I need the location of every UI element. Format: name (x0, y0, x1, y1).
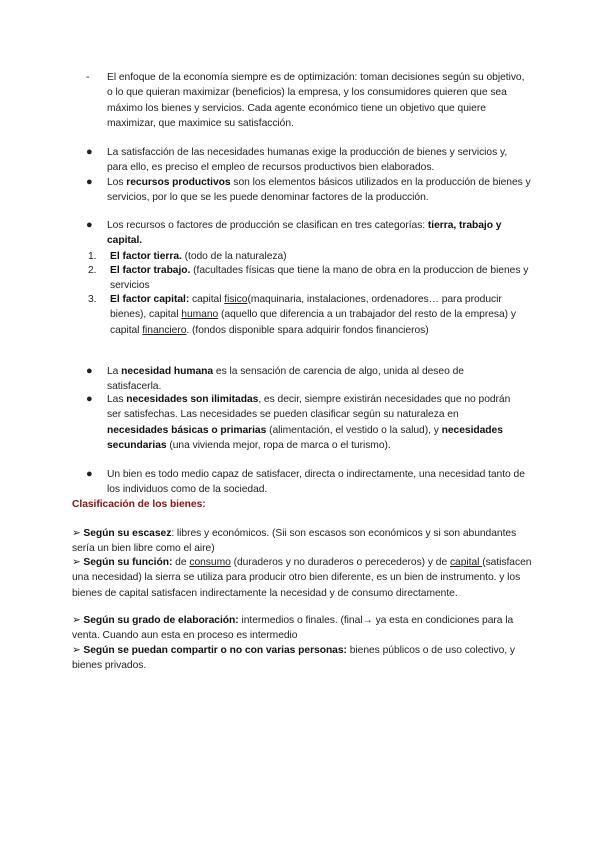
bold-term: Según se puedan compartir o no con varias personas: (83, 645, 347, 656)
bullet-item-satisfaccion (86, 145, 528, 176)
underlined-term: fisico (224, 294, 248, 305)
factor-text: El factor capital: capital fisico(maquinaria, instalaciones, ordenadores… para producir bienes), capital humano (aquello que diferencia a un trabajador del resto de la empresa) y capital financiero. (fondos disponible spara adquirir fondos financieros) (110, 294, 516, 336)
bold-term: necesidad humana (121, 366, 214, 377)
underlined-term: capital (449, 557, 483, 568)
bold-term: necesidades básicas o primarias (107, 424, 267, 436)
bold-term: Según su función: (83, 557, 173, 568)
number-marker: 2. (88, 265, 97, 276)
underlined-term: financiero (142, 324, 187, 336)
intro-item (86, 70, 526, 131)
bold-term: recursos productivos (126, 177, 231, 188)
arrow-icon: ➢ (72, 557, 81, 568)
factor-text: El factor tierra. (todo de la naturaleza) (110, 251, 287, 262)
bullet-text: Los recursos o factores de producción se clasifican en tres categorías: tierra, trabajo y capital. (107, 220, 502, 247)
bullet-text: Las necesidades son ilimitadas, es decir, siempre existirán necesidades que no podrán ser satisfechas. Las necesidades se pueden clasificar según su naturaleza en necesidades básicas o primarias (alimentación, el vestido o la salud), y necesidades secundarias (una vivienda mejor, ropa de marca o el turismo). (107, 394, 511, 451)
class-item-elaboracion: ➢ Según su grado de elaboración: intermedios o finales. (final→ ya esta en condiciones para la venta. Cuando aun esta en proceso es intermedio (72, 615, 514, 642)
dash-marker: - (86, 72, 90, 83)
underlined-term: consumo (189, 557, 231, 568)
bullet-text: Un bien es todo medio capaz de satisfacer, directa o indirectamente, una necesidad tanto de los individuos como de la sociedad. (107, 469, 525, 496)
bullet-item-categorias (86, 218, 504, 249)
arrow-icon: ➢ (72, 528, 81, 539)
factor-text: El factor trabajo. (facultades físicas que tiene la mano de obra en la produccion de bienes y servicios (110, 265, 529, 292)
intro-text: El enfoque de la economía siempre es de optimización: toman decisiones según su objetivo, o lo que quieran maximizar (beneficios) la empresa, y los consumidores quieren que sea máximo los bienes y servicios. Cada agente económico tiene un objetivo que quiere maximizar, que maximice su satisfacción. (107, 72, 525, 129)
bold-term: El factor capital: (110, 294, 190, 305)
section-heading: Clasificación de los bienes: (72, 499, 206, 510)
bullet-item-recursos (86, 175, 532, 206)
factor-item-capital (88, 292, 536, 338)
bullet-text: La necesidad humana es la sensación de carencia de algo, unida al deseo de satisfacerla. (107, 366, 464, 393)
bold-term: El factor trabajo. (110, 265, 191, 276)
factor-item-trabajo (88, 263, 530, 294)
bold-term: Según su grado de elaboración: (83, 615, 239, 626)
bold-term: necesidades son ilimitadas (126, 394, 259, 405)
underlined-term: humano (181, 309, 219, 321)
bullet-item-necesidad-humana (86, 364, 506, 395)
bullet-item-bien (86, 467, 532, 498)
bold-term: necesidades secundarias (107, 424, 503, 451)
bullet-marker: ● (86, 176, 93, 188)
arrow-icon: ➢ (72, 645, 81, 656)
bold-term: tierra, trabajo y capital. (107, 220, 502, 247)
bullet-marker: ● (86, 365, 93, 377)
bullet-marker: ● (86, 468, 93, 480)
bold-term: El factor tierra. (110, 251, 182, 262)
class-item-escasez: ➢ Según su escasez: libres y económicos. (Sii son escasos son económicos y si son abundantes sería un bien libre como el aire) (72, 528, 517, 555)
arrow-icon: ➢ (72, 615, 81, 626)
class-item-compartir: ➢ Según se puedan compartir o no con varias personas: bienes públicos o de uso colectivo, y bienes privados. (72, 645, 516, 672)
bullet-item-necesidades-ilimitadas (86, 392, 522, 453)
factor-item-tierra (88, 249, 534, 264)
bullet-marker: ● (86, 219, 93, 231)
bullet-text: Los recursos productivos son los elementos básicos utilizados en la producción de bienes y servicios, por lo que se les puede denominar factores de la producción. (107, 177, 531, 204)
class-item-funcion: ➢ Según su función: de consumo (duraderos y no duraderos o perecederos) y de capital (satisfacen una necesidad) la sierra se utiliza para producir otro bien diferente, es un bien de instrumento. y los bienes de capital satisfacen indirectamente la necesidad y de consumo directamente. (72, 557, 532, 599)
bullet-marker: ● (86, 393, 93, 405)
bold-term: Según su escasez (83, 528, 172, 539)
number-marker: 1. (88, 251, 97, 262)
bullet-text: La satisfacción de las necesidades humanas exige la producción de bienes y servicios y, para ello, es preciso el empleo de recursos productivos bien elaborados. (107, 147, 508, 174)
bullet-marker: ● (86, 146, 93, 158)
number-marker: 3. (88, 294, 97, 305)
